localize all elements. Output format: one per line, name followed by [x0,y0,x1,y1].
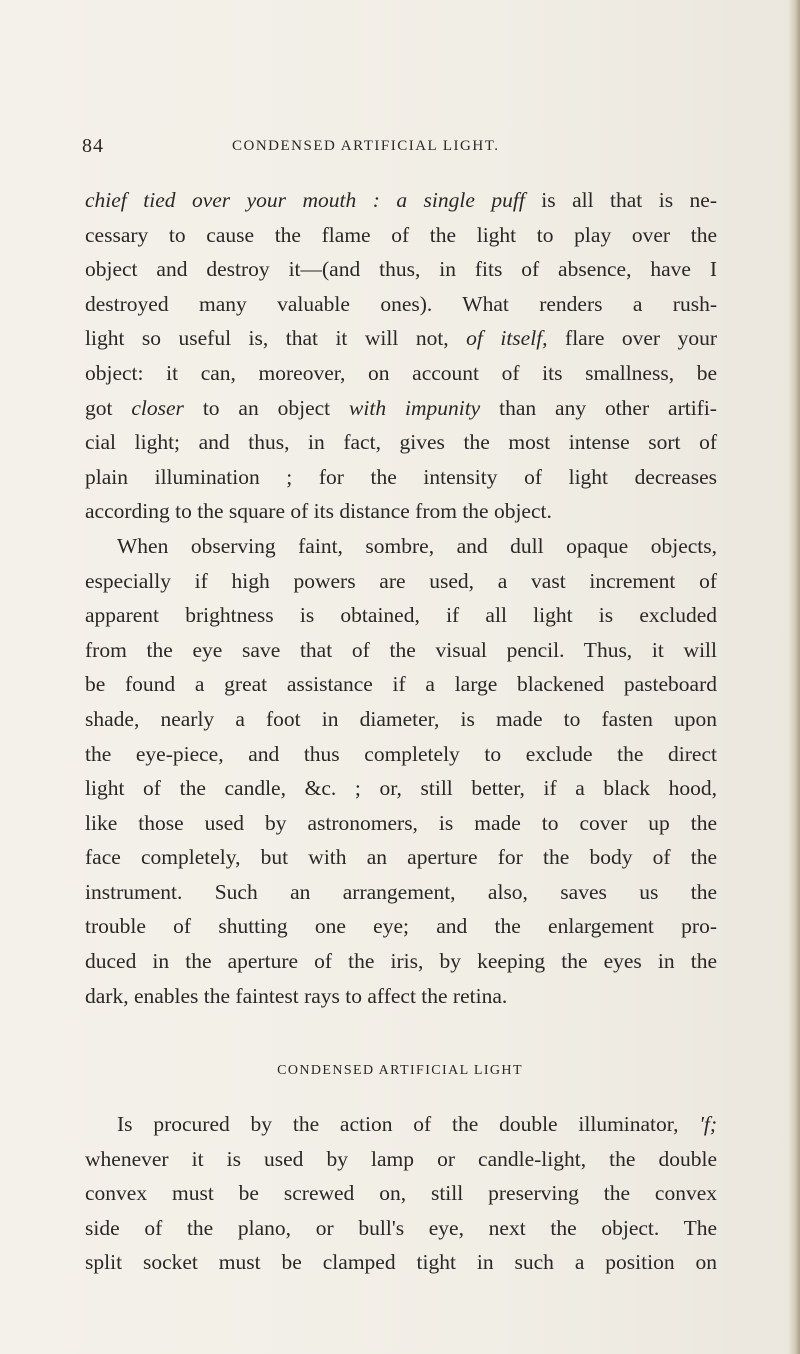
text-line: cial light; and thus, in fact, gives the most intense sort of [85,430,717,455]
text-fragment: Is procured by the action of the double illuminator, [117,1112,700,1136]
text-line: plain illumination ; for the intensity of light decreases [85,464,717,489]
text-fragment: got [85,395,132,420]
text-line: cessary to cause the flame of the light to play over the [85,222,717,247]
text-line: face completely, but with an aperture for the body of the [85,845,717,870]
page-header [82,135,682,165]
text-fragment: flare over your [547,326,717,351]
text-line: especially if high powers are used, a vast increment of [85,568,717,593]
text-line: convex must be screwed on, still preserving the convex [85,1181,717,1206]
text-line: dark, enables the faintest rays to affect the retina. [85,983,508,1008]
text-line: destroyed many valuable ones). What renders a rush- [85,291,717,316]
text-line [85,183,717,218]
text-line: light of the candle, &c. ; or, still better, if a black hood, [85,776,717,801]
text-fragment: is all that is ne- [524,188,717,212]
text-line: duced in the aperture of the iris, by keeping the eyes in the [85,949,717,974]
text-fragment: light so useful is, that it will not, [85,326,467,351]
text-line: side of the plano, or bull's eye, next the object. The [85,1215,717,1240]
text-line: trouble of shutting one eye; and the enlargement pro- [85,914,717,939]
body-text [85,183,717,1013]
text-line: be found a great assistance if a large blackened pasteboard [85,672,717,697]
text-line: shade, nearly a foot in diameter, is made to fasten upon [85,706,717,731]
italic-phrase: 'f; [699,1112,717,1136]
text-line: according to the square of its distance from the object. [85,499,552,524]
body-text-section [85,1107,717,1280]
text-line: from the eye save that of the visual pencil. Thus, it will [85,637,717,662]
text-line: apparent brightness is obtained, if all light is excluded [85,603,717,628]
text-line: When observing faint, sombre, and dull opaque objects, [117,533,717,558]
text-line [85,1107,717,1142]
text-line: like those used by astronomers, is made to cover up the [85,810,717,835]
section-heading: CONDENSED ARTIFICIAL LIGHT [277,1063,523,1078]
text-line: the eye-piece, and thus completely to exclude the direct [85,741,717,766]
text-fragment: than any other artifi- [480,395,717,420]
text-line [85,321,717,356]
text-line: whenever it is used by lamp or candle-light, the double [85,1146,717,1171]
italic-phrase: closer [131,395,184,420]
text-line: object: it can, moreover, on account of its smallness, be [85,360,717,385]
running-head: CONDENSED ARTIFICIAL LIGHT. [232,138,500,154]
italic-phrase: chief tied over your mouth : a single puff [85,188,525,212]
italic-phrase: with impunity [349,395,481,420]
text-line [85,391,717,426]
italic-phrase: of itself, [466,326,548,351]
text-line: object and destroy it—(and thus, in fits of absence, have I [85,257,717,282]
text-line: instrument. Such an arrangement, also, saves us the [85,879,717,904]
text-line: split socket must be clamped tight in such a position on [85,1250,717,1275]
page-edge-shadow [788,0,800,1354]
text-fragment: to an object [183,395,350,420]
page-number: 84 [82,135,104,157]
